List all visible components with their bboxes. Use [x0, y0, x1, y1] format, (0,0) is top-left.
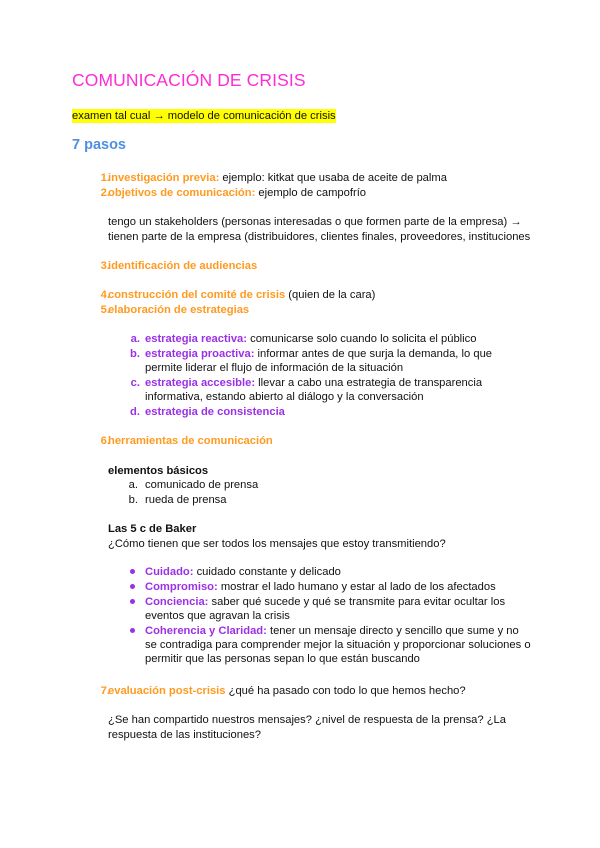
basics-a-letter: a. — [128, 479, 138, 491]
baker-heading: Las 5 c de Baker — [108, 523, 197, 535]
step-7-note-line-1: ¿Se han compartido nuestros mensajes? ¿nivel de respuesta de la prensa? ¿La — [108, 714, 507, 726]
strategy-a-text: comunicarse solo cuando lo solicita el público — [247, 333, 477, 345]
step-7 — [108, 684, 466, 698]
step-3-label: identificación de audiencias — [108, 260, 258, 272]
step-4-label: construcción del comité de crisis — [108, 289, 286, 301]
strategy-d-letter: d. — [130, 406, 140, 418]
basics-heading: elementos básicos — [108, 465, 209, 477]
strategy-b-continuation: permite liderar el flujo de información de la situación — [145, 362, 404, 374]
step-2 — [108, 186, 366, 200]
step-2-note-line-1: tengo un stakeholders (personas interesadas o que formen parte de la empresa) → — [108, 216, 522, 228]
step-7-number: 7. — [100, 685, 110, 697]
step-1-number: 1. — [100, 172, 110, 184]
baker-item-coherencia-label: Coherencia y Claridad: — [145, 625, 267, 637]
step-2-number: 2. — [100, 187, 110, 199]
step-3 — [108, 259, 257, 273]
strategy-a — [145, 332, 476, 346]
highlighted-note: examen tal cual → modelo de comunicación de crisis — [72, 110, 336, 122]
step-1 — [108, 171, 447, 185]
strategy-a-label: estrategia reactiva: — [145, 333, 247, 345]
bullet-dot — [130, 599, 135, 604]
step-5-label: elaboración de estrategias — [108, 304, 250, 316]
basics-b-letter: b. — [128, 494, 138, 506]
step-7-note-line-2: respuesta de las instituciones? — [108, 729, 261, 741]
step-5 — [108, 303, 249, 317]
page-title: COMUNICACIÓN DE CRISIS — [72, 70, 306, 90]
baker-item-compromiso-text: mostrar el lado humano y estar al lado de los afectados — [217, 581, 496, 593]
strategy-d-label: estrategia de consistencia — [145, 406, 285, 418]
step-3-number: 3. — [100, 260, 110, 272]
baker-item-cuidado-text: cuidado constante y delicado — [193, 566, 341, 578]
bullet-dot — [130, 628, 135, 633]
baker-item-coherencia-continuation-1: se contradiga para comprender mejor la situación y proporcionar soluciones o — [145, 639, 531, 651]
baker-item-compromiso-label: Compromiso: — [145, 581, 218, 593]
basics-b-text: rueda de prensa — [145, 494, 227, 506]
strategy-b-label: estrategia proactiva: — [145, 348, 255, 360]
baker-question: ¿Cómo tienen que ser todos los mensajes que estoy transmitiendo? — [108, 538, 446, 550]
step-2-note-line-2: tienen parte de la empresa (distribuidores, clientes finales, proveedores, instituciones — [108, 231, 531, 243]
step-4 — [108, 288, 375, 302]
baker-item-cuidado — [145, 565, 341, 579]
step-7-label: evaluación post-crisis — [108, 685, 226, 697]
strategy-c-label: estrategia accesible: — [145, 377, 256, 389]
step-4-text: (quien de la cara) — [285, 289, 376, 301]
step-6-number: 6. — [100, 435, 110, 447]
strategy-c — [145, 376, 482, 390]
strategy-c-text: llevar a cabo una estrategia de transparencia — [255, 377, 483, 389]
step-5-number: 5. — [100, 304, 110, 316]
baker-item-conciencia-text: saber qué sucede y qué se transmite para evitar ocultar los — [208, 596, 506, 608]
step-1-label: investigación previa: — [108, 172, 220, 184]
bullet-dot — [130, 584, 135, 589]
baker-item-coherencia — [145, 624, 519, 638]
baker-item-coherencia-continuation-2: permitir que las personas sepan lo que están buscando — [145, 653, 420, 665]
section-heading: 7 pasos — [72, 137, 126, 153]
step-2-text: ejemplo de campofrío — [255, 187, 367, 199]
strategy-a-letter: a. — [130, 333, 140, 345]
strategy-b-letter: b. — [130, 348, 140, 360]
strategy-c-continuation: informativa, estando abierto al diálogo y la conversación — [145, 391, 424, 403]
strategy-d — [145, 405, 285, 419]
baker-item-coherencia-text: tener un mensaje directo y sencillo que sume y no — [266, 625, 519, 637]
strategy-c-letter: c. — [130, 377, 140, 389]
step-6 — [108, 434, 273, 448]
step-6-label: herramientas de comunicación — [108, 435, 273, 447]
step-7-text: ¿qué ha pasado con todo lo que hemos hecho? — [225, 685, 466, 697]
bullet-dot — [130, 569, 135, 574]
strategy-b-text: informar antes de que surja la demanda, lo que — [254, 348, 493, 360]
baker-item-cuidado-label: Cuidado: — [145, 566, 194, 578]
baker-item-conciencia — [145, 595, 505, 609]
step-1-text: ejemplo: kitkat que usaba de aceite de palma — [219, 172, 447, 184]
baker-item-conciencia-label: Conciencia: — [145, 596, 209, 608]
step-4-number: 4. — [100, 289, 110, 301]
basics-a-text: comunicado de prensa — [145, 479, 259, 491]
baker-item-compromiso — [145, 580, 496, 594]
strategy-b — [145, 347, 492, 361]
baker-item-conciencia-continuation: eventos que agravan la crisis — [145, 610, 290, 622]
step-2-label: objetivos de comunicación: — [108, 187, 256, 199]
